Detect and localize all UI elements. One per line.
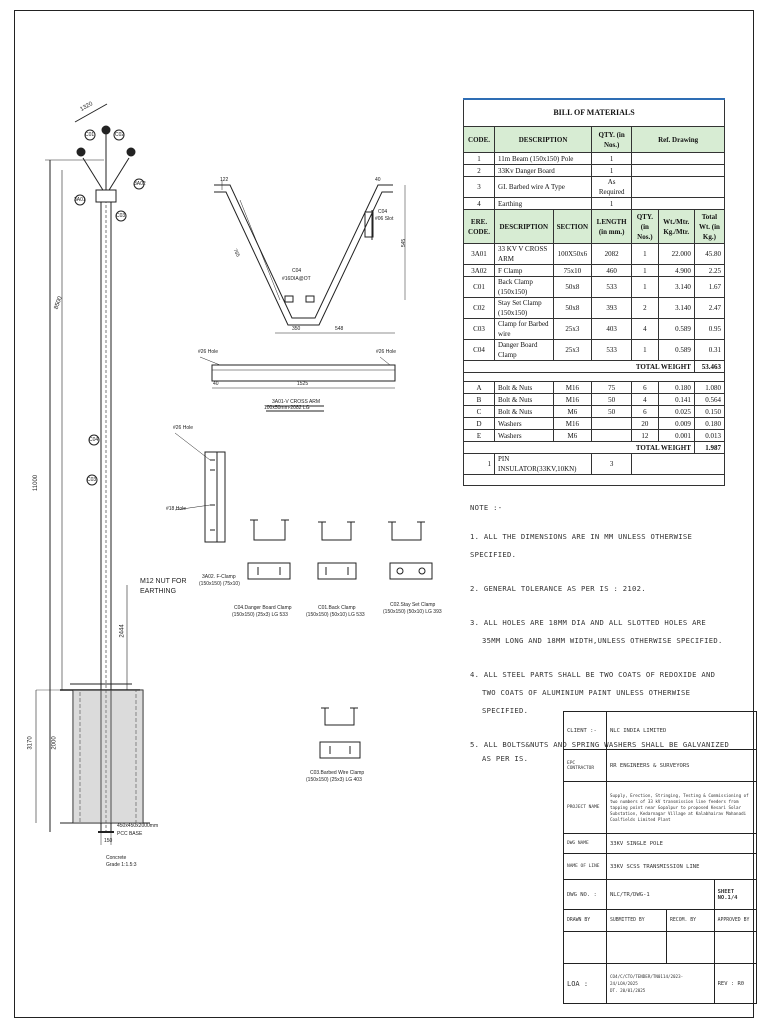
cell: GI. Barbed wire A Type	[495, 177, 592, 198]
total-row	[464, 442, 725, 454]
cell: 4	[632, 319, 658, 340]
table-row	[464, 406, 725, 418]
dim-1525: 1525	[297, 381, 309, 387]
cell: 12	[632, 430, 658, 442]
cell: 1	[592, 198, 632, 210]
cell: 3	[592, 454, 632, 475]
cell: 3.140	[658, 298, 694, 319]
table-row	[464, 430, 725, 442]
cell: 0.589	[658, 340, 694, 361]
note-1: 1. ALL THE DIMENSIONS ARE IN MM UNLESS OTHERWISE SPECIFIED.	[470, 532, 693, 559]
bom-h2-qty: QTY. (in Nos.)	[632, 210, 658, 244]
cell: Earthing	[495, 198, 592, 210]
cell: 20	[632, 418, 658, 430]
cell: 393	[592, 298, 632, 319]
cell: A	[464, 382, 495, 394]
hole26-label: #26 Hole	[173, 425, 194, 431]
dim-548: 548	[335, 326, 344, 332]
cell: 0.001	[658, 430, 694, 442]
cell: 75	[592, 382, 632, 394]
cell: Washers	[495, 430, 554, 442]
cell: 4.900	[658, 265, 694, 277]
table-row	[464, 340, 725, 361]
table-row	[464, 319, 725, 340]
dwg-name-label: DWG NAME	[564, 834, 607, 854]
bom-title: BILL OF MATERIALS	[464, 99, 725, 127]
revision: REV : R0	[714, 964, 756, 1004]
table-row	[464, 418, 725, 430]
project-label: PROJECT NAME	[564, 782, 607, 834]
base-size-label: 450x450x2000mm	[117, 823, 159, 829]
cell: E	[464, 430, 495, 442]
dim-545: 545	[401, 238, 408, 248]
loa-value	[607, 964, 715, 1004]
cell	[632, 198, 725, 210]
cell: 100X50x6	[553, 244, 592, 265]
notes-heading: NOTE :-	[470, 503, 503, 512]
barbed-clamp-size: (150x150) (25x3) LG 403	[306, 777, 362, 783]
total-weight-label-2: TOTAL WEIGHT	[464, 442, 695, 454]
cell: 460	[592, 265, 632, 277]
hole-left-label: #26 Hole	[198, 349, 219, 355]
cell: PIN INSULATOR(33KV,10KN)	[495, 454, 592, 475]
upper-dim-label: 8500	[53, 295, 64, 311]
project-value: Supply, Erection, Stringing, Testing & Commissioning of two numbers of 33 kV transmission line feeders from tapping point near Gopalpur to proposed Kesari Solar Substation, Kedarnagar Village at Kalabhairav Mahanadi Coalfields Limited Plant	[607, 782, 757, 834]
barbed-clamp-caption: C03.Barbed Wire Clamp	[310, 770, 365, 776]
lower-dim-label: 2000	[51, 736, 58, 750]
dim-350: 350	[292, 326, 301, 332]
note-2: 2. GENERAL TOLERANCE AS PER IS : 2102.	[470, 584, 646, 593]
table-row	[464, 277, 725, 298]
cell: C01	[464, 277, 495, 298]
cell	[632, 153, 725, 165]
contractor-value: RR ENGINEERS & SURVEYORS	[607, 750, 757, 782]
cell	[632, 454, 725, 475]
client-value: NLC INDIA LIMITED	[607, 712, 757, 750]
cell: 50x8	[553, 298, 592, 319]
stay-clamp-caption: C02.Stay Set Clamp	[390, 602, 436, 608]
cell	[667, 932, 715, 964]
cell: 1.67	[694, 277, 724, 298]
table-row	[464, 382, 725, 394]
sheet-number: SHEET NO.1/4	[714, 880, 756, 910]
table-row	[464, 153, 725, 165]
cell	[464, 475, 725, 486]
cell: 6	[632, 382, 658, 394]
cell: 0.31	[694, 340, 724, 361]
cell	[714, 932, 756, 964]
cell	[607, 932, 667, 964]
bom-h1-desc: DESCRIPTION	[495, 127, 592, 153]
note-3b: 35MM LONG AND 18MM WIDTH,UNLESS OTHERWISE SPECIFIED.	[482, 636, 723, 645]
back-clamp-caption: C01.Back Clamp	[318, 605, 356, 611]
cell: 50	[592, 394, 632, 406]
cell: M6	[553, 430, 592, 442]
danger-clamp-size: (150x150) (25x3) LG 533	[232, 612, 288, 618]
cell	[632, 165, 725, 177]
spacer	[464, 373, 725, 382]
c03-balloon-lower: C03	[87, 477, 97, 483]
loa-date: DT. 20/01/2025	[610, 988, 646, 993]
client-label: CLIENT :-	[564, 712, 607, 750]
bom-h1-ref: Ref. Drawing	[632, 127, 725, 153]
cell: 22.000	[658, 244, 694, 265]
cell: 4	[464, 198, 495, 210]
c04-mid-label: #16DIA@OT	[282, 276, 311, 282]
cell: 0.025	[658, 406, 694, 418]
cell: C03	[464, 319, 495, 340]
cell: M6	[553, 406, 592, 418]
bom-h2-desc: DESCRIPTION	[495, 210, 554, 244]
cell: C	[464, 406, 495, 418]
c04-slot-label: #06 Slot	[375, 216, 394, 222]
cell: 0.589	[658, 319, 694, 340]
concrete-grade-label: Grade 1:1.5:3	[106, 862, 137, 868]
dwg-no-label: DWG NO. :	[564, 880, 607, 910]
cell: 0.013	[694, 430, 724, 442]
cell: Danger Board Clamp	[495, 340, 554, 361]
bom-h2-length: LENGTH (in mm.)	[592, 210, 632, 244]
stay-clamp-size: (150x150) (50x10) LG 393	[383, 609, 442, 615]
total-row	[464, 361, 725, 373]
cell: 3	[464, 177, 495, 198]
base-dim-label: 150	[104, 838, 113, 844]
f-clamp-size: (150x150) (75x10)	[199, 581, 240, 587]
cell: Washers	[495, 418, 554, 430]
dim-40b: 40	[213, 381, 219, 387]
bom-h1-qty: QTY. (in Nos.)	[592, 127, 632, 153]
3a01-balloon: 3A01	[74, 197, 86, 203]
cell: 0.180	[658, 382, 694, 394]
crossarm-caption-size: 100x50mm-2082 LG	[264, 405, 310, 411]
cell: 1	[632, 277, 658, 298]
title-block	[563, 711, 757, 1004]
bom-h2-section: SECTION	[553, 210, 592, 244]
note-4b: TWO COATS OF ALUMINIUM PAINT UNLESS OTHERWISE SPECIFIED.	[482, 688, 691, 715]
drawn-by-label: DRAWN BY	[564, 910, 607, 932]
cell: C02	[464, 298, 495, 319]
cell: B	[464, 394, 495, 406]
submitted-by-label: SUBMITTED BY	[607, 910, 667, 932]
bom-h2-wt: Wt./Mtr. Kg./Mtr.	[658, 210, 694, 244]
cell: M16	[553, 418, 592, 430]
cell: F Clamp	[495, 265, 554, 277]
cell: Bolt & Nuts	[495, 394, 554, 406]
cell: As Required	[592, 177, 632, 198]
back-clamp-size: (150x150) (50x10) LG 533	[306, 612, 365, 618]
c02-balloon: C02	[115, 132, 125, 138]
hole-right-label: #26 Hole	[376, 349, 397, 355]
line-value: 33KV SCSS TRANSMISSION LINE	[607, 854, 757, 880]
cell: Clamp for Barbed wire	[495, 319, 554, 340]
cell: 0.141	[658, 394, 694, 406]
cell	[592, 430, 632, 442]
c03-balloon: C03	[116, 213, 126, 219]
bill-of-materials-table	[463, 98, 725, 486]
cell: 50x8	[553, 277, 592, 298]
cell: 2.47	[694, 298, 724, 319]
contractor-label: EPC CONTRACTOR	[564, 750, 607, 782]
cell: 33Kv Danger Board	[495, 165, 592, 177]
cell: 403	[592, 319, 632, 340]
cell: 50	[592, 406, 632, 418]
cell: D	[464, 418, 495, 430]
cell: Stay Set Clamp (150x150)	[495, 298, 554, 319]
cell: 3A01	[464, 244, 495, 265]
cell: 1	[592, 153, 632, 165]
bottom-dim-label: 3170	[27, 736, 34, 750]
cell: 2	[464, 165, 495, 177]
cell: 0.180	[694, 418, 724, 430]
hole18-label: #18 Hole	[166, 506, 187, 512]
cell: 2082	[592, 244, 632, 265]
top-dim-label: 1320	[79, 101, 94, 113]
cell: 1	[464, 153, 495, 165]
cell: 25x3	[553, 340, 592, 361]
bom-h2-code: ERE. CODE.	[464, 210, 495, 244]
cell: 45.80	[694, 244, 724, 265]
loa-ref: CO4/C/CTO/TENDER/TN0114/2023-24/LOA/2025	[610, 974, 684, 986]
cell: 1	[632, 265, 658, 277]
c04-balloon: C04	[89, 437, 99, 443]
cell: 0.95	[694, 319, 724, 340]
danger-clamp-caption: C04.Danger Board Clamp	[234, 605, 292, 611]
table-row	[464, 394, 725, 406]
dwg-no-value: NLC/TR/DWG-1	[607, 880, 715, 910]
nut-label-line1: M12 NUT FOR	[140, 578, 187, 585]
cell: 533	[592, 277, 632, 298]
c01-balloon: C01	[85, 132, 95, 138]
concrete-label: Concrete	[106, 855, 127, 861]
cell	[632, 177, 725, 198]
cell: 0.564	[694, 394, 724, 406]
loa-label: LOA :	[564, 964, 607, 1004]
cell: Bolt & Nuts	[495, 406, 554, 418]
cell: 533	[592, 340, 632, 361]
cell: 4	[632, 394, 658, 406]
cell: 2.25	[694, 265, 724, 277]
cell: 1.080	[694, 382, 724, 394]
cell: 1	[632, 244, 658, 265]
table-row	[464, 454, 725, 475]
total-weight-value: 53.463	[694, 361, 724, 373]
line-label: NAME OF LINE	[564, 854, 607, 880]
cell: M16	[553, 382, 592, 394]
note-3a: 3. ALL HOLES ARE 18MM DIA AND ALL SLOTTED HOLES ARE	[470, 618, 706, 627]
cell: 75x10	[553, 265, 592, 277]
note-4a: 4. ALL STEEL PARTS SHALL BE TWO COATS OF REDOXIDE AND	[470, 670, 716, 679]
cell	[592, 418, 632, 430]
cell: 0.150	[694, 406, 724, 418]
cell: Bolt & Nuts	[495, 382, 554, 394]
table-row	[464, 177, 725, 198]
table-row	[464, 244, 725, 265]
cell: M16	[553, 394, 592, 406]
recom-by-label: RECOM. BY	[667, 910, 715, 932]
cell: 3.140	[658, 277, 694, 298]
cell: 25x3	[553, 319, 592, 340]
3a02-balloon: 3A02	[134, 181, 146, 187]
c04-mid-code: C04	[292, 268, 302, 274]
cell: 3A02	[464, 265, 495, 277]
approved-by-label: APPROVED BY	[714, 910, 756, 932]
cell: 11m Beam (150x150) Pole	[495, 153, 592, 165]
table-row	[464, 165, 725, 177]
dwg-name-value: 33KV SINGLE POLE	[607, 834, 757, 854]
cell: 1	[592, 165, 632, 177]
dim-122: 122	[220, 177, 229, 183]
cell: Back Clamp (150x150)	[495, 277, 554, 298]
crossarm-caption: 3A01-V CROSS ARM	[272, 399, 321, 405]
cell: 1	[632, 340, 658, 361]
c04-slot-code: C04	[378, 209, 388, 215]
cell: 2	[632, 298, 658, 319]
bom-h2-total: Total Wt. (in Kg.)	[694, 210, 724, 244]
note-5b: AS PER IS.	[482, 754, 529, 763]
cell: 0.009	[658, 418, 694, 430]
cell: 33 KV V CROSS ARM	[495, 244, 554, 265]
cell	[564, 932, 607, 964]
nut-label-line2: EARTHING	[140, 588, 177, 595]
table-row	[464, 265, 725, 277]
note-5a: 5. ALL BOLTS&NUTS AND SPRING WASHERS SHALL BE GALVANIZED	[470, 740, 730, 749]
bom-h1-code: CODE.	[464, 127, 495, 153]
mid-dim-label: 2444	[119, 624, 126, 638]
cell: 6	[632, 406, 658, 418]
f-clamp-caption: 3A02. F-Clamp	[202, 574, 236, 580]
base-type-label: PCC BASE	[117, 831, 143, 837]
cell: C04	[464, 340, 495, 361]
table-row	[464, 198, 725, 210]
height-dim-label: 11000	[33, 474, 40, 492]
total-weight-label: TOTAL WEIGHT	[464, 361, 695, 373]
total-weight-value-2: 1.987	[694, 442, 724, 454]
cell: 1	[464, 454, 495, 475]
dim-40: 40	[375, 177, 381, 183]
table-row	[464, 298, 725, 319]
dim-765: 765	[231, 247, 241, 259]
